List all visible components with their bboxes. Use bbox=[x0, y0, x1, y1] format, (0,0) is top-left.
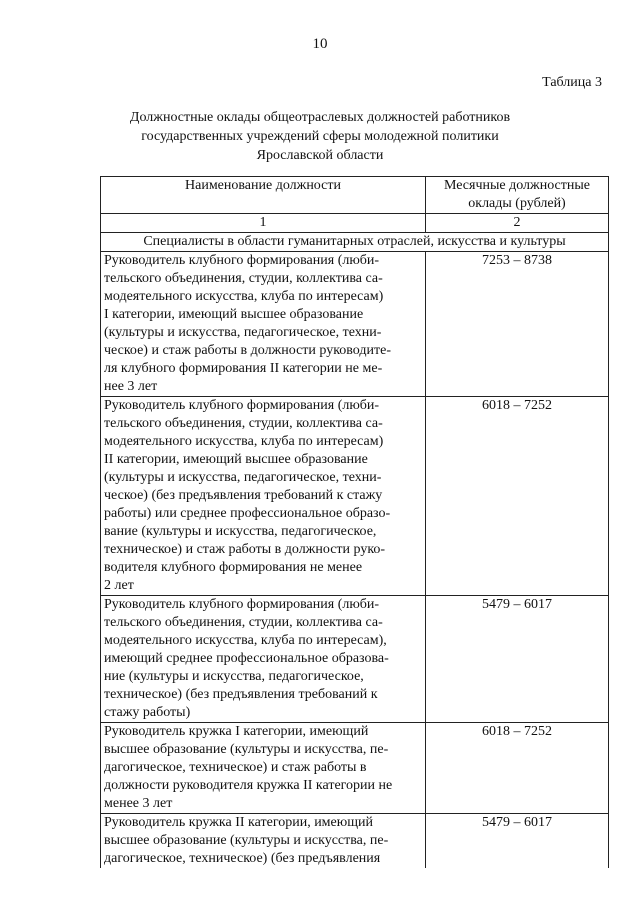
position-cell bbox=[101, 252, 426, 397]
table-body bbox=[101, 252, 609, 869]
title-line: Должностные оклады общеотраслевых должностей работников bbox=[129, 110, 511, 125]
header-position: Наименование должности bbox=[101, 177, 426, 214]
table-row bbox=[101, 596, 609, 723]
position-line: менее 3 лет bbox=[104, 796, 173, 811]
position-line: ческое) и стаж работы в должности руководите- bbox=[104, 343, 392, 358]
position-line: Руководитель кружка II категории, имеющий bbox=[104, 815, 373, 830]
position-line: Руководитель клубного формирования (люби- bbox=[104, 398, 380, 413]
position-line: Руководитель клубного формирования (люби- bbox=[104, 597, 380, 612]
salary-cell: 6018 – 7252 bbox=[426, 397, 609, 596]
position-line: модеятельного искусства, клуба по интересам) bbox=[104, 289, 384, 304]
page-number: 10 bbox=[312, 36, 328, 52]
position-line: техническое) и стаж работы в должности руко- bbox=[104, 542, 386, 557]
position-line: нее 3 лет bbox=[104, 379, 158, 394]
position-line: I категории, имеющий высшее образование bbox=[104, 307, 364, 322]
position-line: работы) или среднее профессиональное образо- bbox=[104, 506, 391, 521]
position-line: водителя клубного формирования не менее bbox=[104, 560, 363, 575]
position-line: модеятельного искусства, клуба по интересам) bbox=[104, 434, 384, 449]
position-line: дагогическое, техническое) и стаж работы в bbox=[104, 760, 367, 775]
header-salary: Месячные должностные оклады (рублей) bbox=[426, 177, 609, 214]
position-line: ние (культуры и искусства, педагогическое, bbox=[104, 669, 364, 684]
position-line: тельского объединения, студии, коллектива са- bbox=[104, 615, 383, 630]
section-title: Специалисты в области гуманитарных отраслей, искусства и культуры bbox=[101, 233, 609, 252]
position-line: высшее образование (культуры и искусства, пе- bbox=[104, 833, 389, 848]
position-cell bbox=[101, 814, 426, 869]
position-line: Руководитель клубного формирования (люби- bbox=[104, 253, 380, 268]
position-line: тельского объединения, студии, коллектива са- bbox=[104, 271, 383, 286]
column-number: 2 bbox=[426, 214, 609, 233]
title-line: Ярославской области bbox=[256, 148, 384, 163]
position-line: стажу работы) bbox=[104, 705, 191, 720]
table-row bbox=[101, 397, 609, 596]
salary-table bbox=[100, 176, 609, 868]
table-row bbox=[101, 814, 609, 869]
position-cell bbox=[101, 723, 426, 814]
position-line: ческое) (без предъявления требований к стажу bbox=[104, 488, 383, 503]
column-number: 1 bbox=[101, 214, 426, 233]
position-line: тельского объединения, студии, коллектива са- bbox=[104, 416, 383, 431]
position-line: должности руководителя кружка II категории не bbox=[104, 778, 393, 793]
salary-cell: 7253 – 8738 bbox=[426, 252, 609, 397]
position-line: 2 лет bbox=[104, 578, 134, 593]
title-line: государственных учреждений сферы молодежной политики bbox=[141, 129, 499, 144]
table-title bbox=[120, 108, 520, 165]
position-line: Руководитель кружка I категории, имеющий bbox=[104, 724, 369, 739]
position-line: (культуры и искусства, педагогическое, техни- bbox=[104, 325, 382, 340]
position-line: вание (культуры и искусства, педагогическое, bbox=[104, 524, 377, 539]
position-line: ля клубного формирования II категории не ме- bbox=[104, 361, 383, 376]
position-line: дагогическое, техническое) (без предъявления bbox=[104, 851, 381, 866]
header-row bbox=[101, 177, 609, 214]
position-line: модеятельного искусства, клуба по интересам), bbox=[104, 633, 387, 648]
salary-cell: 6018 – 7252 bbox=[426, 723, 609, 814]
position-line: II категории, имеющий высшее образование bbox=[104, 452, 368, 467]
table-label: Таблица 3 bbox=[542, 75, 602, 90]
position-line: имеющий среднее профессиональное образова- bbox=[104, 651, 389, 666]
position-cell bbox=[101, 397, 426, 596]
table-row bbox=[101, 723, 609, 814]
section-row bbox=[101, 233, 609, 252]
position-line: техническое) (без предъявления требований к bbox=[104, 687, 378, 702]
column-number-row bbox=[101, 214, 609, 233]
salary-cell: 5479 – 6017 bbox=[426, 814, 609, 869]
position-line: (культуры и искусства, педагогическое, техни- bbox=[104, 470, 382, 485]
position-line: высшее образование (культуры и искусства, пе- bbox=[104, 742, 389, 757]
position-cell bbox=[101, 596, 426, 723]
salary-cell: 5479 – 6017 bbox=[426, 596, 609, 723]
table-row bbox=[101, 252, 609, 397]
